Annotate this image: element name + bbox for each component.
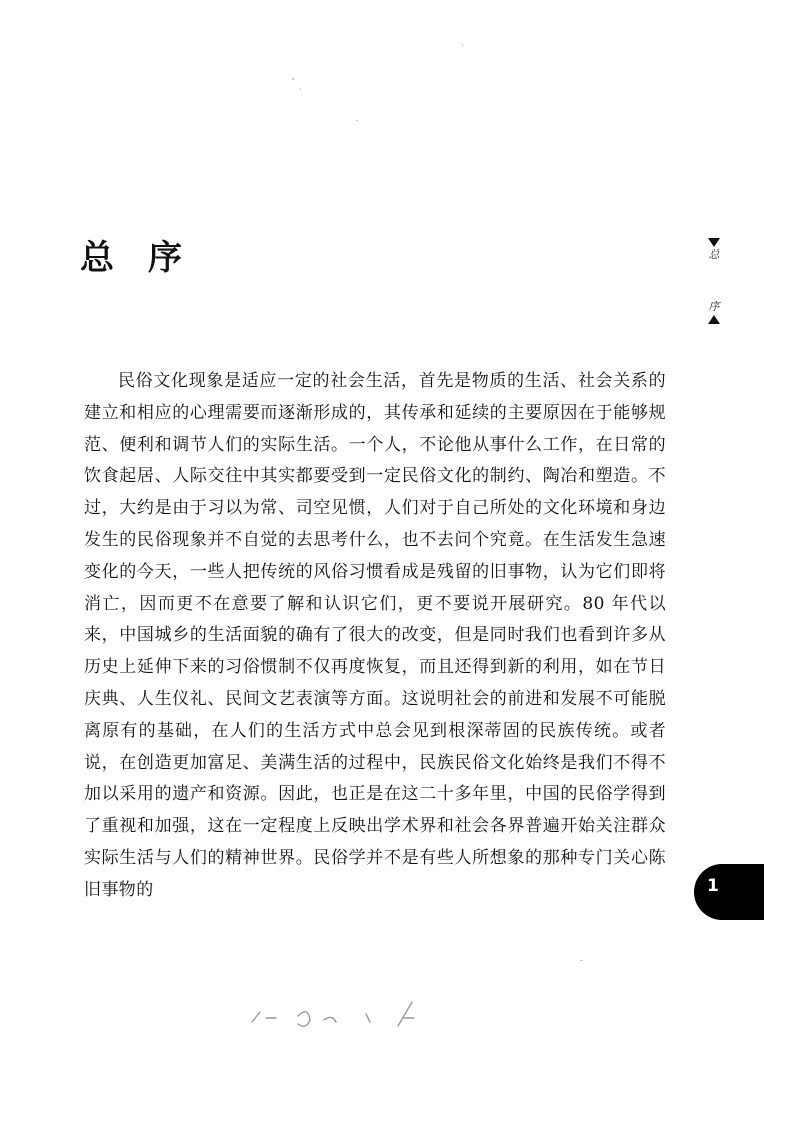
page-number-tab bbox=[694, 864, 764, 920]
side-section-tab bbox=[702, 238, 726, 324]
title-char-2: 序 bbox=[148, 238, 188, 278]
title-char-1: 总 bbox=[80, 238, 120, 278]
page-number: 1 bbox=[707, 876, 719, 896]
handwritten-scribble bbox=[248, 996, 448, 1036]
tab-marker-bottom-icon bbox=[708, 315, 720, 324]
chapter-title bbox=[80, 238, 188, 278]
side-tab-char-2: 序 bbox=[708, 300, 720, 313]
side-tab-char-1: 总 bbox=[708, 248, 720, 261]
tab-marker-top-icon bbox=[708, 238, 720, 247]
body-text bbox=[84, 366, 666, 907]
paragraph: 民俗文化现象是适应一定的社会生活，首先是物质的生活、社会关系的建立和相应的心理需要而逐渐形成的，其传承和延续的主要原因在于能够规范、便利和调节人们的实际生活。一个人，不论他从事什么工作，在日常的饮食起居、人际交往中其实都要受到一定民俗文化的制约、陶冶和塑造。不过，大约是由于习以为常、司空见惯，人们对于自己所处的文化环境和身边发生的民俗现象并不自觉的去思考什么，也不去问个究竟。在生活发生急速变化的今天，一些人把传统的风俗习惯看成是残留的旧事物，认为它们即将消亡，因而更不在意要了解和认识它们，更不要说开展研究。80 年代以来，中国城乡的生活面貌的确有了很大的改变，但是同时我们也看到许多从历史上延伸下来的习俗惯制不仅再度恢复，而且还得到新的利用，如在节日庆典、人生仪礼、民间文艺表演等方面。这说明社会的前进和发展不可能脱离原有的基础，在人们的生活方式中总会见到根深蒂固的民族传统。或者说，在创造更加富足、美满生活的过程中，民族民俗文化始终是我们不得不加以采用的遗产和资源。因此，也正是在这二十多年里，中国的民俗学得到了重视和加强，这在一定程度上反映出学术界和社会各界普遍开始关注群众实际生活与人们的精神世界。民俗学并不是有些人所想象的那种专门关心陈旧事物的 bbox=[84, 371, 666, 900]
